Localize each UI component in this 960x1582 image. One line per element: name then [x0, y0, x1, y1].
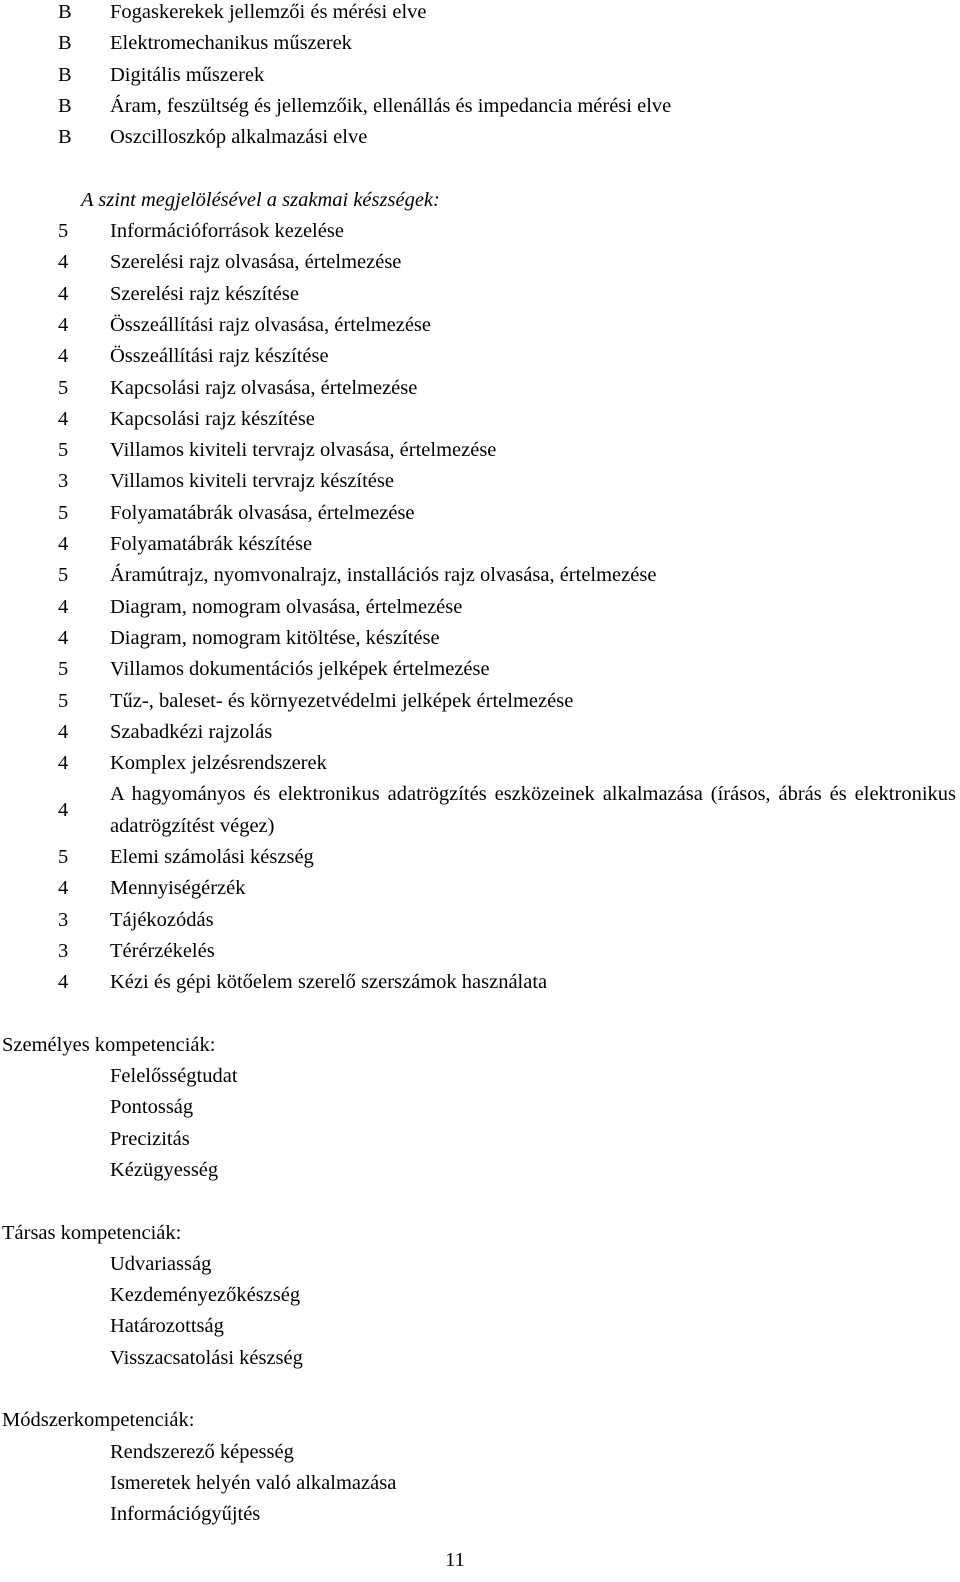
list-item: Határozottság — [110, 1315, 224, 1338]
list-item — [0, 654, 960, 685]
item-text: Térérzékelés — [110, 939, 215, 962]
level-marker: 4 — [58, 407, 69, 430]
level-marker: 4 — [58, 313, 69, 336]
list-item — [0, 310, 960, 341]
level-marker: B — [58, 126, 72, 149]
item-text: Összeállítási rajz készítése — [110, 345, 329, 368]
level-marker: 4 — [58, 877, 69, 900]
list-item — [0, 498, 960, 529]
list-item: Pontosság — [110, 1096, 194, 1119]
list-item — [0, 341, 960, 372]
level-marker: 4 — [58, 345, 69, 368]
item-text: Villamos kiviteli tervrajz készítése — [110, 470, 394, 493]
item-text: Kapcsolási rajz készítése — [110, 407, 315, 430]
list-item — [0, 122, 960, 153]
level-marker: B — [58, 94, 72, 117]
item-text: Áramútrajz, nyomvonalrajz, installációs rajz olvasása, értelmezése — [110, 564, 657, 587]
list-item: Visszacsatolási készség — [110, 1346, 303, 1369]
level-marker: 3 — [58, 470, 69, 493]
list-item: Kézügyesség — [110, 1158, 219, 1181]
skills-list — [0, 216, 960, 998]
list-item — [0, 373, 960, 404]
skills-heading: A szint megjelölésével a szakmai készségek: — [81, 188, 440, 211]
list-item — [0, 435, 960, 466]
list-item — [0, 686, 960, 717]
level-marker: 5 — [58, 564, 69, 587]
page-number: 11 — [445, 1549, 465, 1571]
level-marker: 4 — [58, 533, 69, 556]
item-text: Áram, feszültség és jellemzőik, ellenállás és impedancia mérési elve — [110, 94, 672, 117]
method-competencies-title: Módszerkompetenciák: — [2, 1409, 195, 1432]
item-text: Folyamatábrák olvasása, értelmezése — [110, 501, 415, 524]
list-item: Kezdeményezőkészség — [110, 1284, 301, 1307]
list-item — [0, 279, 960, 310]
item-text: Elektromechanikus műszerek — [110, 32, 352, 55]
personal-competencies-title: Személyes kompetenciák: — [2, 1033, 216, 1056]
social-competencies-title: Társas kompetenciák: — [2, 1221, 182, 1244]
level-marker: 4 — [58, 626, 69, 649]
level-marker: 4 — [58, 971, 69, 994]
level-marker: 4 — [58, 595, 69, 618]
level-marker: 5 — [58, 501, 69, 524]
list-item — [0, 247, 960, 278]
level-marker: B — [58, 63, 72, 86]
item-text: Szabadkézi rajzolás — [110, 720, 273, 743]
item-text: Információforrások kezelése — [110, 220, 344, 243]
level-marker: 5 — [58, 658, 69, 681]
level-marker: 3 — [58, 908, 69, 931]
list-item — [0, 560, 960, 591]
list-item — [0, 779, 960, 842]
level-marker: 4 — [58, 752, 69, 775]
list-item: Ismeretek helyén való alkalmazása — [110, 1471, 397, 1494]
list-item: Precizitás — [110, 1127, 190, 1150]
list-item — [0, 91, 960, 122]
list-item — [0, 905, 960, 936]
item-text: Összeállítási rajz olvasása, értelmezése — [110, 313, 432, 336]
list-item — [0, 967, 960, 998]
item-text: Szerelési rajz készítése — [110, 282, 299, 305]
level-marker: 3 — [58, 939, 69, 962]
list-item — [0, 748, 960, 779]
item-text: Villamos kiviteli tervrajz olvasása, értelmezése — [110, 439, 497, 462]
knowledge-list — [0, 0, 960, 153]
item-text: Komplex jelzésrendszerek — [110, 752, 327, 775]
list-item — [0, 216, 960, 247]
level-marker: 4 — [58, 799, 69, 822]
list-item — [0, 466, 960, 497]
list-item: Rendszerező képesség — [110, 1440, 294, 1463]
level-marker: 5 — [58, 689, 69, 712]
level-marker: 5 — [58, 846, 69, 869]
list-item: Udvariasság — [110, 1252, 212, 1275]
item-text: Elemi számolási készség — [110, 846, 314, 869]
item-text: Kézi és gépi kötőelem szerelő szerszámok használata — [110, 971, 548, 994]
item-text: Oszcilloszkóp alkalmazási elve — [110, 126, 368, 149]
item-text: Digitális műszerek — [110, 63, 265, 86]
level-marker: 5 — [58, 220, 69, 243]
list-item — [0, 623, 960, 654]
list-item: Információgyűjtés — [110, 1503, 261, 1526]
list-item — [0, 592, 960, 623]
level-marker: 4 — [58, 282, 69, 305]
level-marker: B — [58, 1, 72, 23]
level-marker: 5 — [58, 376, 69, 399]
list-item — [0, 717, 960, 748]
item-text: Kapcsolási rajz olvasása, értelmezése — [110, 376, 418, 399]
item-text: Tájékozódás — [110, 908, 214, 931]
item-text: A hagyományos és elektronikus adatrögzítés eszközeinek alkalmazása (írásos, ábrás és elektronikus adatrögzítést végez) — [110, 783, 956, 837]
level-marker: B — [58, 32, 72, 55]
list-item — [0, 28, 960, 59]
item-text: Tűz-, baleset- és környezetvédelmi jelképek értelmezése — [110, 689, 574, 712]
item-text: Szerelési rajz olvasása, értelmezése — [110, 251, 402, 274]
list-item — [0, 404, 960, 435]
level-marker: 5 — [58, 439, 69, 462]
list-item — [0, 936, 960, 967]
list-item — [0, 60, 960, 91]
list-item — [0, 842, 960, 873]
item-text: Villamos dokumentációs jelképek értelmezése — [110, 658, 490, 681]
list-item: Felelősségtudat — [110, 1065, 238, 1088]
level-marker: 4 — [58, 720, 69, 743]
list-item — [0, 529, 960, 560]
list-item — [0, 873, 960, 904]
level-marker: 4 — [58, 251, 69, 274]
item-text: Diagram, nomogram olvasása, értelmezése — [110, 595, 463, 618]
item-text: Folyamatábrák készítése — [110, 533, 313, 556]
item-text: Diagram, nomogram kitöltése, készítése — [110, 626, 440, 649]
item-text: Mennyiségérzék — [110, 877, 246, 900]
item-text: Fogaskerekek jellemzői és mérési elve — [110, 1, 427, 23]
list-item — [0, 0, 960, 28]
